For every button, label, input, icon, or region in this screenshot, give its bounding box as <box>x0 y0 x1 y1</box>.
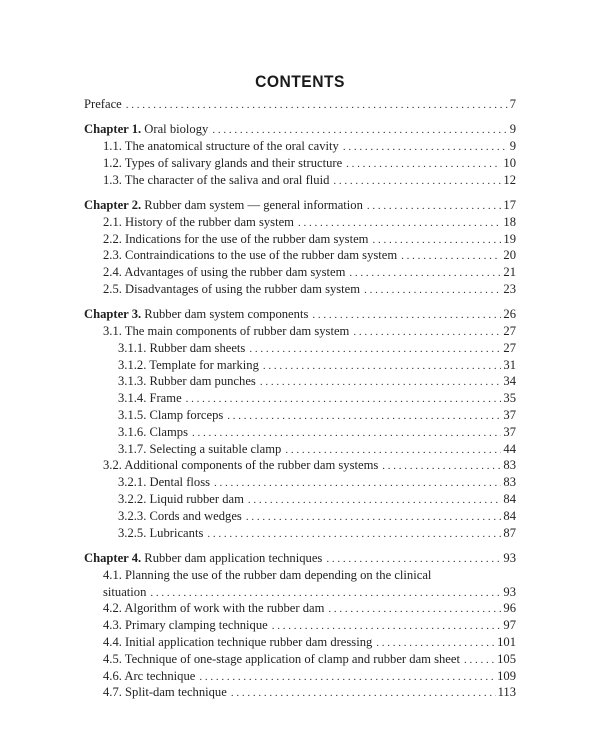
toc-page-number: 84 <box>503 492 516 507</box>
toc-entry-label <box>118 407 223 424</box>
dot-leader <box>231 685 496 702</box>
toc-section-entry[interactable] <box>84 651 516 668</box>
toc-entry-label <box>103 651 460 668</box>
toc-entry-text: 4.3. Primary clamping technique <box>103 618 268 633</box>
dot-leader <box>464 652 495 669</box>
toc-section-entry[interactable] <box>84 584 516 601</box>
toc-entry-label <box>118 474 210 491</box>
toc-page-number: 10 <box>503 155 516 170</box>
toc-entry-text: Rubber dam application techniques <box>144 550 323 565</box>
toc-entry-label <box>118 390 182 407</box>
toc-entry-label <box>103 668 195 685</box>
toc-entry-text: 1.2. Types of salivary glands and their structure <box>103 155 343 170</box>
toc-subsection-entry[interactable] <box>84 491 516 508</box>
toc-entry-label <box>84 306 308 323</box>
toc-entry-text: Oral biology <box>144 122 209 137</box>
toc-page-number: 20 <box>503 248 516 263</box>
toc-page-number: 27 <box>503 340 516 355</box>
toc-entry-text: 3.2.2. Liquid rubber dam <box>118 492 244 507</box>
toc-entry-text: 3.1.7. Selecting a suitable clamp <box>118 441 282 456</box>
toc-entry-text: 3.2.1. Dental floss <box>118 475 210 490</box>
toc-entry-label <box>118 441 281 458</box>
dot-leader <box>214 475 501 492</box>
toc-entry-text: 4.7. Split-dam technique <box>103 685 227 700</box>
toc-section-entry[interactable] <box>84 214 516 231</box>
toc-page-number: 93 <box>503 584 516 599</box>
toc-chapter-entry[interactable] <box>84 96 516 113</box>
toc-page-number: 17 <box>503 197 516 212</box>
toc-section-entry[interactable] <box>84 281 516 298</box>
toc-section-entry[interactable] <box>84 668 516 685</box>
toc-entry-label <box>103 172 329 189</box>
dot-leader <box>328 601 501 618</box>
toc-subsection-entry[interactable] <box>84 508 516 525</box>
toc-entry-text: 2.4. Advantages of using the rubber dam system <box>103 265 346 280</box>
dot-leader <box>364 282 501 299</box>
dot-leader <box>333 173 501 190</box>
dot-leader <box>186 391 502 408</box>
toc-entry-text: 1.3. The character of the saliva and oral fluid <box>103 172 330 187</box>
toc-page-number: 19 <box>503 231 516 246</box>
toc-entry-text: 3.1. The main components of rubber dam system <box>103 324 350 339</box>
toc-page-number: 26 <box>503 307 516 322</box>
toc-subsection-entry[interactable] <box>84 390 516 407</box>
toc-page-number: 7 <box>509 97 516 111</box>
toc-entry-label <box>103 617 268 634</box>
toc-chapter-entry[interactable] <box>84 550 516 567</box>
toc-subsection-entry[interactable] <box>84 441 516 458</box>
toc-page-number: 37 <box>503 424 516 439</box>
dot-leader <box>326 551 501 568</box>
toc-subsection-entry[interactable] <box>84 474 516 491</box>
toc-section-entry[interactable] <box>84 457 516 474</box>
dot-leader <box>346 156 501 173</box>
toc-entry-text: 3.1.2. Template for marking <box>118 357 259 372</box>
toc-entry-text: situation <box>103 584 147 599</box>
toc-chapter-entry[interactable] <box>84 306 516 323</box>
toc-entry-label <box>118 525 203 542</box>
toc-entry-text: 3.1.4. Frame <box>118 391 182 406</box>
toc-section-entry[interactable] <box>84 231 516 248</box>
dot-leader <box>212 122 507 139</box>
toc-section-entry[interactable] <box>84 155 516 172</box>
toc-page-number: 109 <box>497 668 516 683</box>
toc-subsection-entry[interactable] <box>84 424 516 441</box>
toc-entry-text: Rubber dam system — general information <box>144 197 363 212</box>
toc-entry-text: 2.1. History of the rubber dam system <box>103 214 294 229</box>
dot-leader <box>285 442 501 459</box>
toc-entry-text: 4.5. Technique of one-stage application of clamp and rubber dam sheet <box>103 651 460 666</box>
toc-section-entry[interactable] <box>84 617 516 634</box>
toc-entry-text: 1.1. The anatomical structure of the oral cavity <box>103 139 339 154</box>
dot-leader <box>227 408 501 425</box>
dot-leader <box>246 509 502 526</box>
toc-section-entry[interactable] <box>84 600 516 617</box>
chapter-number: Chapter 3. <box>84 307 142 322</box>
chapter-number: Chapter 2. <box>84 197 142 212</box>
dot-leader <box>382 458 501 475</box>
toc-entry-text: 2.5. Disadvantages of using the rubber dam system <box>103 281 361 296</box>
toc-page-number: 105 <box>497 651 516 666</box>
toc-entry-text: 4.6. Arc technique <box>103 668 196 683</box>
toc-page-number: 12 <box>503 172 516 187</box>
toc-entry-label <box>103 247 397 264</box>
toc-entry-label <box>103 138 339 155</box>
toc-page-number: 34 <box>503 374 516 389</box>
toc-entry-label <box>103 281 360 298</box>
toc-section-entry[interactable] <box>84 684 516 701</box>
toc-entry-text: Preface <box>84 97 122 111</box>
dot-leader <box>298 215 501 232</box>
dot-leader <box>263 358 502 375</box>
toc-entry-label <box>103 231 368 248</box>
toc-entry-label <box>103 214 294 231</box>
toc-page-number: 101 <box>497 634 516 649</box>
toc-entry-label <box>103 323 349 340</box>
toc-section-entry[interactable] <box>84 172 516 189</box>
dot-leader <box>249 341 501 358</box>
toc-entry-label <box>118 340 245 357</box>
toc-entry-label <box>118 357 259 374</box>
toc-page-number: 9 <box>509 139 516 154</box>
dot-leader <box>192 425 501 442</box>
toc-page-number: 37 <box>503 408 516 423</box>
dot-leader <box>150 585 501 602</box>
toc-entry-label <box>118 424 188 441</box>
toc-entry-text: 3.1.5. Clamp forceps <box>118 408 224 423</box>
dot-leader <box>248 492 501 509</box>
toc-section-entry[interactable] <box>84 264 516 281</box>
toc-page-number: 87 <box>503 525 516 540</box>
dot-leader <box>376 635 495 652</box>
toc-entry-label <box>118 491 244 508</box>
dot-leader <box>343 139 508 156</box>
toc-page-number: 21 <box>503 265 516 280</box>
toc-subsection-entry[interactable] <box>84 525 516 542</box>
dot-leader <box>126 97 508 114</box>
table-of-contents <box>84 96 516 701</box>
toc-entry-text: 4.4. Initial application technique rubber dam dressing <box>103 634 373 649</box>
dot-leader <box>353 324 501 341</box>
chapter-number: Chapter 1. <box>84 122 142 137</box>
dot-leader <box>401 248 501 265</box>
toc-page-number: 18 <box>503 214 516 229</box>
toc-entry-text: 3.1.3. Rubber dam punches <box>118 374 256 389</box>
toc-entry-label <box>103 457 378 474</box>
toc-page-number: 23 <box>503 281 516 296</box>
toc-page-number: 84 <box>503 508 516 523</box>
toc-entry-label <box>103 584 146 601</box>
toc-page-number: 93 <box>503 550 516 565</box>
toc-entry-label <box>84 197 363 214</box>
toc-entry-label <box>84 550 322 567</box>
toc-entry-label <box>84 96 122 113</box>
toc-entry-text: 3.2.5. Lubricants <box>118 525 204 540</box>
toc-section-entry[interactable] <box>84 138 516 155</box>
toc-entry-label <box>103 264 345 281</box>
chapter-number: Chapter 4. <box>84 550 142 565</box>
dot-leader <box>199 669 495 686</box>
toc-entry-text: Rubber dam system components <box>144 307 309 322</box>
page-title: CONTENTS <box>255 72 345 91</box>
toc-page-number: 35 <box>503 391 516 406</box>
dot-leader <box>349 265 501 282</box>
toc-section-entry[interactable] <box>84 323 516 340</box>
dot-leader <box>207 526 501 543</box>
toc-section-entry[interactable] <box>84 567 516 584</box>
dot-leader <box>260 374 502 391</box>
toc-entry-text: 2.3. Contraindications to the use of the rubber dam system <box>103 248 398 263</box>
toc-page-number: 31 <box>503 357 516 372</box>
toc-entry-label <box>103 600 324 617</box>
dot-leader <box>367 198 502 215</box>
toc-entry-text: 3.1.1. Rubber dam sheets <box>118 340 246 355</box>
dot-leader <box>372 232 501 249</box>
toc-entry-label <box>118 508 242 525</box>
toc-chapter-entry[interactable] <box>84 121 516 138</box>
toc-subsection-entry[interactable] <box>84 373 516 390</box>
toc-page-number: 113 <box>497 685 516 700</box>
toc-subsection-entry[interactable] <box>84 407 516 424</box>
toc-page-number: 83 <box>503 458 516 473</box>
toc-page-number: 9 <box>509 122 516 137</box>
toc-entry-text: 4.1. Planning the use of the rubber dam depending on the clinical <box>103 567 432 582</box>
toc-entry-text: 3.2.3. Cords and wedges <box>118 508 242 523</box>
toc-section-entry[interactable] <box>84 634 516 651</box>
toc-page-number: 96 <box>503 601 516 616</box>
toc-page-number: 97 <box>503 618 516 633</box>
toc-chapter-entry[interactable] <box>84 197 516 214</box>
toc-section-entry[interactable] <box>84 247 516 264</box>
toc-subsection-entry[interactable] <box>84 340 516 357</box>
toc-page-number: 27 <box>503 324 516 339</box>
toc-entry-text: 4.2. Algorithm of work with the rubber dam <box>103 601 325 616</box>
toc-entry-label <box>84 121 208 138</box>
toc-entry-text: 3.1.6. Clamps <box>118 424 188 439</box>
toc-page-number: 83 <box>503 475 516 490</box>
toc-entry-label <box>103 155 342 172</box>
toc-entry-label <box>118 373 256 390</box>
toc-entry-label <box>103 634 372 651</box>
toc-entry-label <box>103 567 431 584</box>
toc-subsection-entry[interactable] <box>84 357 516 374</box>
toc-page-number: 44 <box>503 441 516 456</box>
toc-entry-text: 3.2. Additional components of the rubber dam systems <box>103 458 379 473</box>
toc-entry-text: 2.2. Indications for the use of the rubber dam system <box>103 231 369 246</box>
dot-leader <box>272 618 502 635</box>
dot-leader <box>312 307 501 324</box>
toc-entry-label <box>103 684 227 701</box>
